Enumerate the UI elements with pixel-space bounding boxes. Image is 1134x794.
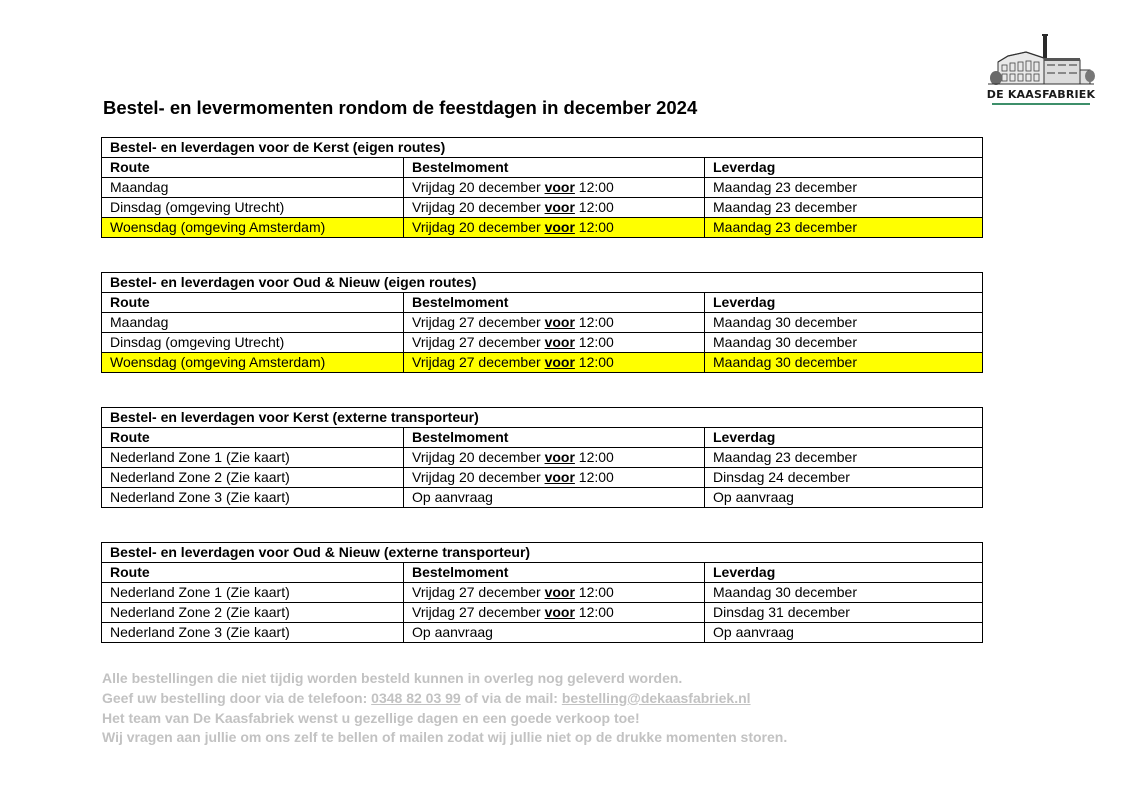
voor-label: voor (544, 469, 575, 485)
table-caption: Bestel- en leverdagen voor Kerst (externe transporteur) (102, 408, 983, 428)
leverdag-cell: Maandag 23 december (705, 448, 983, 468)
route-cell: Nederland Zone 3 (Zie kaart) (102, 488, 404, 508)
schedule-table-kerst-extern (101, 407, 983, 508)
schedule-table-oudnieuw-eigen (101, 272, 983, 373)
voor-label: voor (544, 179, 575, 195)
table-caption: Bestel- en leverdagen voor Oud & Nieuw (externe transporteur) (102, 543, 983, 563)
leverdag-cell: Maandag 30 december (705, 333, 983, 353)
leverdag-cell: Op aanvraag (705, 623, 983, 643)
footer-line-3: Het team van De Kaasfabriek wenst u gezellige dagen en een goede verkoop toe! (102, 709, 640, 726)
bestelmoment-cell: Vrijdag 27 december voor 12:00 (404, 583, 705, 603)
column-header-leverdag: Leverdag (705, 428, 983, 448)
logo-underline (992, 103, 1090, 105)
route-cell: Dinsdag (omgeving Utrecht) (102, 333, 404, 353)
table-header-row (102, 158, 983, 178)
bestelmoment-cell: Vrijdag 27 december voor 12:00 (404, 313, 705, 333)
table-header-row (102, 428, 983, 448)
voor-label: voor (544, 314, 575, 330)
route-cell: Nederland Zone 1 (Zie kaart) (102, 448, 404, 468)
voor-label: voor (544, 584, 575, 600)
table-row (102, 603, 983, 623)
table-row (102, 623, 983, 643)
column-header-route: Route (102, 428, 404, 448)
logo-text: DE KAASFABRIEK (986, 88, 1096, 101)
column-header-route: Route (102, 293, 404, 313)
route-cell: Dinsdag (omgeving Utrecht) (102, 198, 404, 218)
leverdag-cell: Maandag 30 december (705, 583, 983, 603)
table-row (102, 198, 983, 218)
column-header-route: Route (102, 563, 404, 583)
phone-link[interactable]: 0348 82 03 99 (371, 689, 461, 706)
table-caption: Bestel- en leverdagen voor de Kerst (eigen routes) (102, 138, 983, 158)
route-cell: Nederland Zone 2 (Zie kaart) (102, 468, 404, 488)
table-row (102, 313, 983, 333)
voor-label: voor (544, 334, 575, 350)
schedule-table-kerst-eigen (101, 137, 983, 238)
route-cell: Nederland Zone 1 (Zie kaart) (102, 583, 404, 603)
bestelmoment-cell: Vrijdag 20 december voor 12:00 (404, 198, 705, 218)
factory-building-icon (986, 32, 1096, 88)
page-title: Bestel- en levermomenten rondom de feestdagen in december 2024 (103, 97, 698, 118)
table-row (102, 468, 983, 488)
schedule-table-oudnieuw-extern (101, 542, 983, 643)
leverdag-cell: Op aanvraag (705, 488, 983, 508)
footer-line-1: Alle bestellingen die niet tijdig worden besteld kunnen in overleg nog geleverd worden. (102, 670, 683, 686)
table-row (102, 353, 983, 373)
voor-label: voor (544, 604, 575, 620)
route-cell: Maandag (102, 178, 404, 198)
column-header-bestelmoment: Bestelmoment (404, 563, 705, 583)
column-header-bestelmoment: Bestelmoment (404, 293, 705, 313)
table-header-row (102, 293, 983, 313)
column-header-leverdag: Leverdag (705, 563, 983, 583)
bestelmoment-cell: Vrijdag 20 december voor 12:00 (404, 468, 705, 488)
table-caption: Bestel- en leverdagen voor Oud & Nieuw (eigen routes) (102, 273, 983, 293)
company-logo (986, 32, 1096, 106)
column-header-bestelmoment: Bestelmoment (404, 158, 705, 178)
bestelmoment-cell: Vrijdag 20 december voor 12:00 (404, 218, 705, 238)
table-caption-row (102, 273, 983, 293)
bestelmoment-cell: Vrijdag 20 december voor 12:00 (404, 178, 705, 198)
voor-label: voor (544, 219, 575, 235)
footer-notes (102, 669, 787, 748)
leverdag-cell: Dinsdag 24 december (705, 468, 983, 488)
voor-label: voor (544, 354, 575, 370)
table-caption-row (102, 543, 983, 563)
table-row (102, 218, 983, 238)
leverdag-cell: Dinsdag 31 december (705, 603, 983, 623)
voor-label: voor (544, 449, 575, 465)
column-header-leverdag: Leverdag (705, 158, 983, 178)
leverdag-cell: Maandag 30 december (705, 353, 983, 373)
bestelmoment-cell: Vrijdag 27 december voor 12:00 (404, 603, 705, 623)
route-cell: Nederland Zone 2 (Zie kaart) (102, 603, 404, 623)
table-row (102, 448, 983, 468)
voor-label: voor (544, 199, 575, 215)
footer-line-2: Geef uw bestelling door via de telefoon: 0348 82 03 99 of via de mail: bestelling@dekaasfabriek.nl (102, 689, 751, 706)
bestelmoment-cell: Vrijdag 20 december voor 12:00 (404, 448, 705, 468)
leverdag-cell: Maandag 23 december (705, 218, 983, 238)
column-header-bestelmoment: Bestelmoment (404, 428, 705, 448)
column-header-route: Route (102, 158, 404, 178)
column-header-leverdag: Leverdag (705, 293, 983, 313)
email-link[interactable]: bestelling@dekaasfabriek.nl (561, 689, 751, 706)
bestelmoment-cell: Op aanvraag (404, 623, 705, 643)
leverdag-cell: Maandag 23 december (705, 178, 983, 198)
route-cell: Woensdag (omgeving Amsterdam) (102, 218, 404, 238)
bestelmoment-cell: Vrijdag 27 december voor 12:00 (404, 353, 705, 373)
table-row (102, 333, 983, 353)
leverdag-cell: Maandag 30 december (705, 313, 983, 333)
route-cell: Maandag (102, 313, 404, 333)
table-row (102, 488, 983, 508)
table-row (102, 178, 983, 198)
leverdag-cell: Maandag 23 december (705, 198, 983, 218)
table-caption-row (102, 138, 983, 158)
bestelmoment-cell: Op aanvraag (404, 488, 705, 508)
table-caption-row (102, 408, 983, 428)
table-header-row (102, 563, 983, 583)
footer-line-4: Wij vragen aan jullie om ons zelf te bellen of mailen zodat wij jullie niet op de drukke momenten storen. (102, 729, 788, 746)
route-cell: Nederland Zone 3 (Zie kaart) (102, 623, 404, 643)
bestelmoment-cell: Vrijdag 27 december voor 12:00 (404, 333, 705, 353)
route-cell: Woensdag (omgeving Amsterdam) (102, 353, 404, 373)
table-row (102, 583, 983, 603)
